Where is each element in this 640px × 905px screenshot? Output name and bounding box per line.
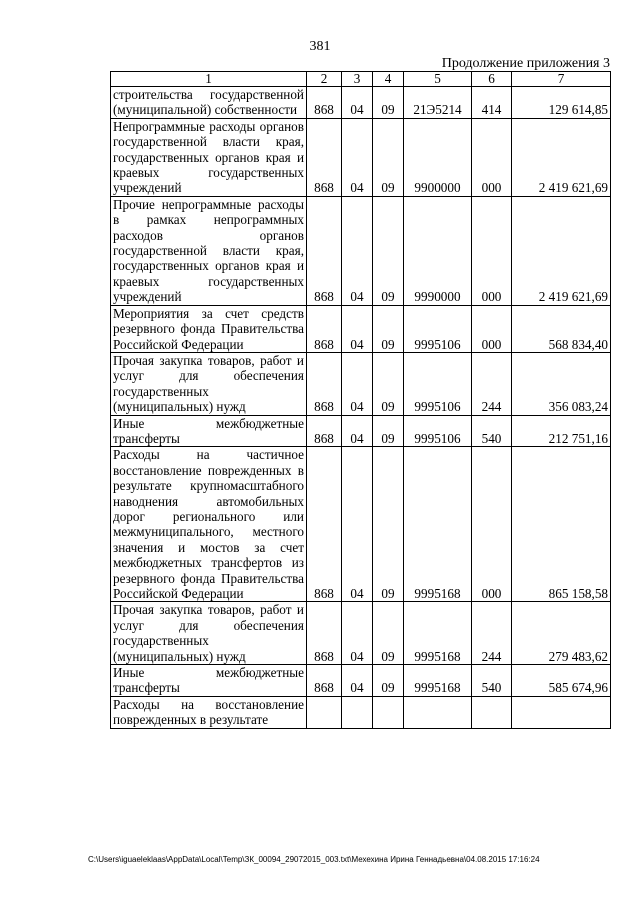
amount: 129 614,85 (512, 87, 611, 119)
target-article-code: 9995106 (404, 415, 472, 447)
target-article-code: 9990000 (404, 196, 472, 305)
ministry-code: 868 (307, 447, 342, 602)
amount: 568 834,40 (512, 305, 611, 352)
section-code: 04 (342, 447, 373, 602)
target-article-code: 9900000 (404, 118, 472, 196)
ministry-code: 868 (307, 118, 342, 196)
table-row (111, 118, 611, 196)
expense-type-code: 000 (472, 305, 512, 352)
subsection-code: 09 (373, 352, 404, 415)
table-row (111, 305, 611, 352)
subsection-code: 09 (373, 118, 404, 196)
table-body (111, 87, 611, 729)
row-name: Прочие непрограммные расходы в рамках непрограммных расходов органов государственной власти края, государственных органов края и краевых государственных учреждений (111, 196, 307, 305)
column-header: 2 (307, 72, 342, 87)
row-name: Прочая закупка товаров, работ и услуг для обеспечения государственных (муниципальных) нужд (111, 602, 307, 665)
expense-type-code: 244 (472, 602, 512, 665)
ministry-code: 868 (307, 196, 342, 305)
section-code: 04 (342, 305, 373, 352)
amount: 865 158,58 (512, 447, 611, 602)
target-article-code: 21Э5214 (404, 87, 472, 119)
row-name: Непрограммные расходы органов государственной власти края, государственных органов края и краевых государственных учреждений (111, 118, 307, 196)
expense-type-code: 540 (472, 665, 512, 697)
amount: 585 674,96 (512, 665, 611, 697)
column-header: 6 (472, 72, 512, 87)
column-header: 4 (373, 72, 404, 87)
expense-type-code (472, 696, 512, 728)
row-name: Иные межбюджетные трансферты (111, 665, 307, 697)
expense-type-code: 000 (472, 118, 512, 196)
target-article-code: 9995106 (404, 305, 472, 352)
ministry-code: 868 (307, 602, 342, 665)
section-code: 04 (342, 352, 373, 415)
section-code: 04 (342, 118, 373, 196)
row-name: Прочая закупка товаров, работ и услуг для обеспечения государственных (муниципальных) нужд (111, 352, 307, 415)
ministry-code (307, 696, 342, 728)
target-article-code: 9995168 (404, 447, 472, 602)
table-row (111, 352, 611, 415)
page-number: 381 (309, 39, 331, 54)
subsection-code: 09 (373, 447, 404, 602)
budget-table (110, 71, 611, 729)
target-article-code: 9995168 (404, 665, 472, 697)
target-article-code: 9995106 (404, 352, 472, 415)
row-name: Мероприятия за счет средств резервного фонда Правительства Российской Федерации (111, 305, 307, 352)
expense-type-code: 540 (472, 415, 512, 447)
column-header: 5 (404, 72, 472, 87)
ministry-code: 868 (307, 305, 342, 352)
ministry-code: 868 (307, 415, 342, 447)
ministry-code: 868 (307, 352, 342, 415)
table-row (111, 696, 611, 728)
subsection-code: 09 (373, 602, 404, 665)
subsection-code: 09 (373, 87, 404, 119)
amount (512, 696, 611, 728)
amount: 212 751,16 (512, 415, 611, 447)
row-name: Расходы на восстановление поврежденных в результате (111, 696, 307, 728)
subsection-code: 09 (373, 665, 404, 697)
subsection-code: 09 (373, 415, 404, 447)
table-row (111, 196, 611, 305)
ministry-code: 868 (307, 665, 342, 697)
table-row (111, 87, 611, 119)
table-row (111, 665, 611, 697)
section-code: 04 (342, 87, 373, 119)
expense-type-code: 000 (472, 196, 512, 305)
row-name: Расходы на частичное восстановление поврежденных в результате крупномасштабного наводнения автомобильных дорог регионального или межмуниципального, местного значения и мостов за счет межбюджетных трансфертов из резервного фонда Правительства Российской Федерации (111, 447, 307, 602)
column-header: 3 (342, 72, 373, 87)
section-code: 04 (342, 665, 373, 697)
continuation-caption: Продолжение приложения 3 (441, 56, 610, 71)
ministry-code: 868 (307, 87, 342, 119)
amount: 356 083,24 (512, 352, 611, 415)
section-code: 04 (342, 196, 373, 305)
row-name: строительства государственной (муниципальной) собственности (111, 87, 307, 119)
section-code: 04 (342, 602, 373, 665)
amount: 2 419 621,69 (512, 118, 611, 196)
target-article-code (404, 696, 472, 728)
table-row (111, 415, 611, 447)
expense-type-code: 414 (472, 87, 512, 119)
table-row (111, 447, 611, 602)
amount: 2 419 621,69 (512, 196, 611, 305)
row-name: Иные межбюджетные трансферты (111, 415, 307, 447)
subsection-code: 09 (373, 305, 404, 352)
column-header: 1 (111, 72, 307, 87)
expense-type-code: 000 (472, 447, 512, 602)
header-row (111, 72, 611, 87)
target-article-code: 9995168 (404, 602, 472, 665)
table-row (111, 602, 611, 665)
subsection-code: 09 (373, 196, 404, 305)
subsection-code (373, 696, 404, 728)
section-code: 04 (342, 415, 373, 447)
footer-file-path: C:\Users\iguaeleklaas\AppData\Local\Temp\ЗК_00094_29072015_003.txt\Мехехина Ирина Геннадьевна\04.08.2015 17:16:24 (88, 855, 540, 864)
section-code (342, 696, 373, 728)
expense-type-code: 244 (472, 352, 512, 415)
column-header: 7 (512, 72, 611, 87)
amount: 279 483,62 (512, 602, 611, 665)
